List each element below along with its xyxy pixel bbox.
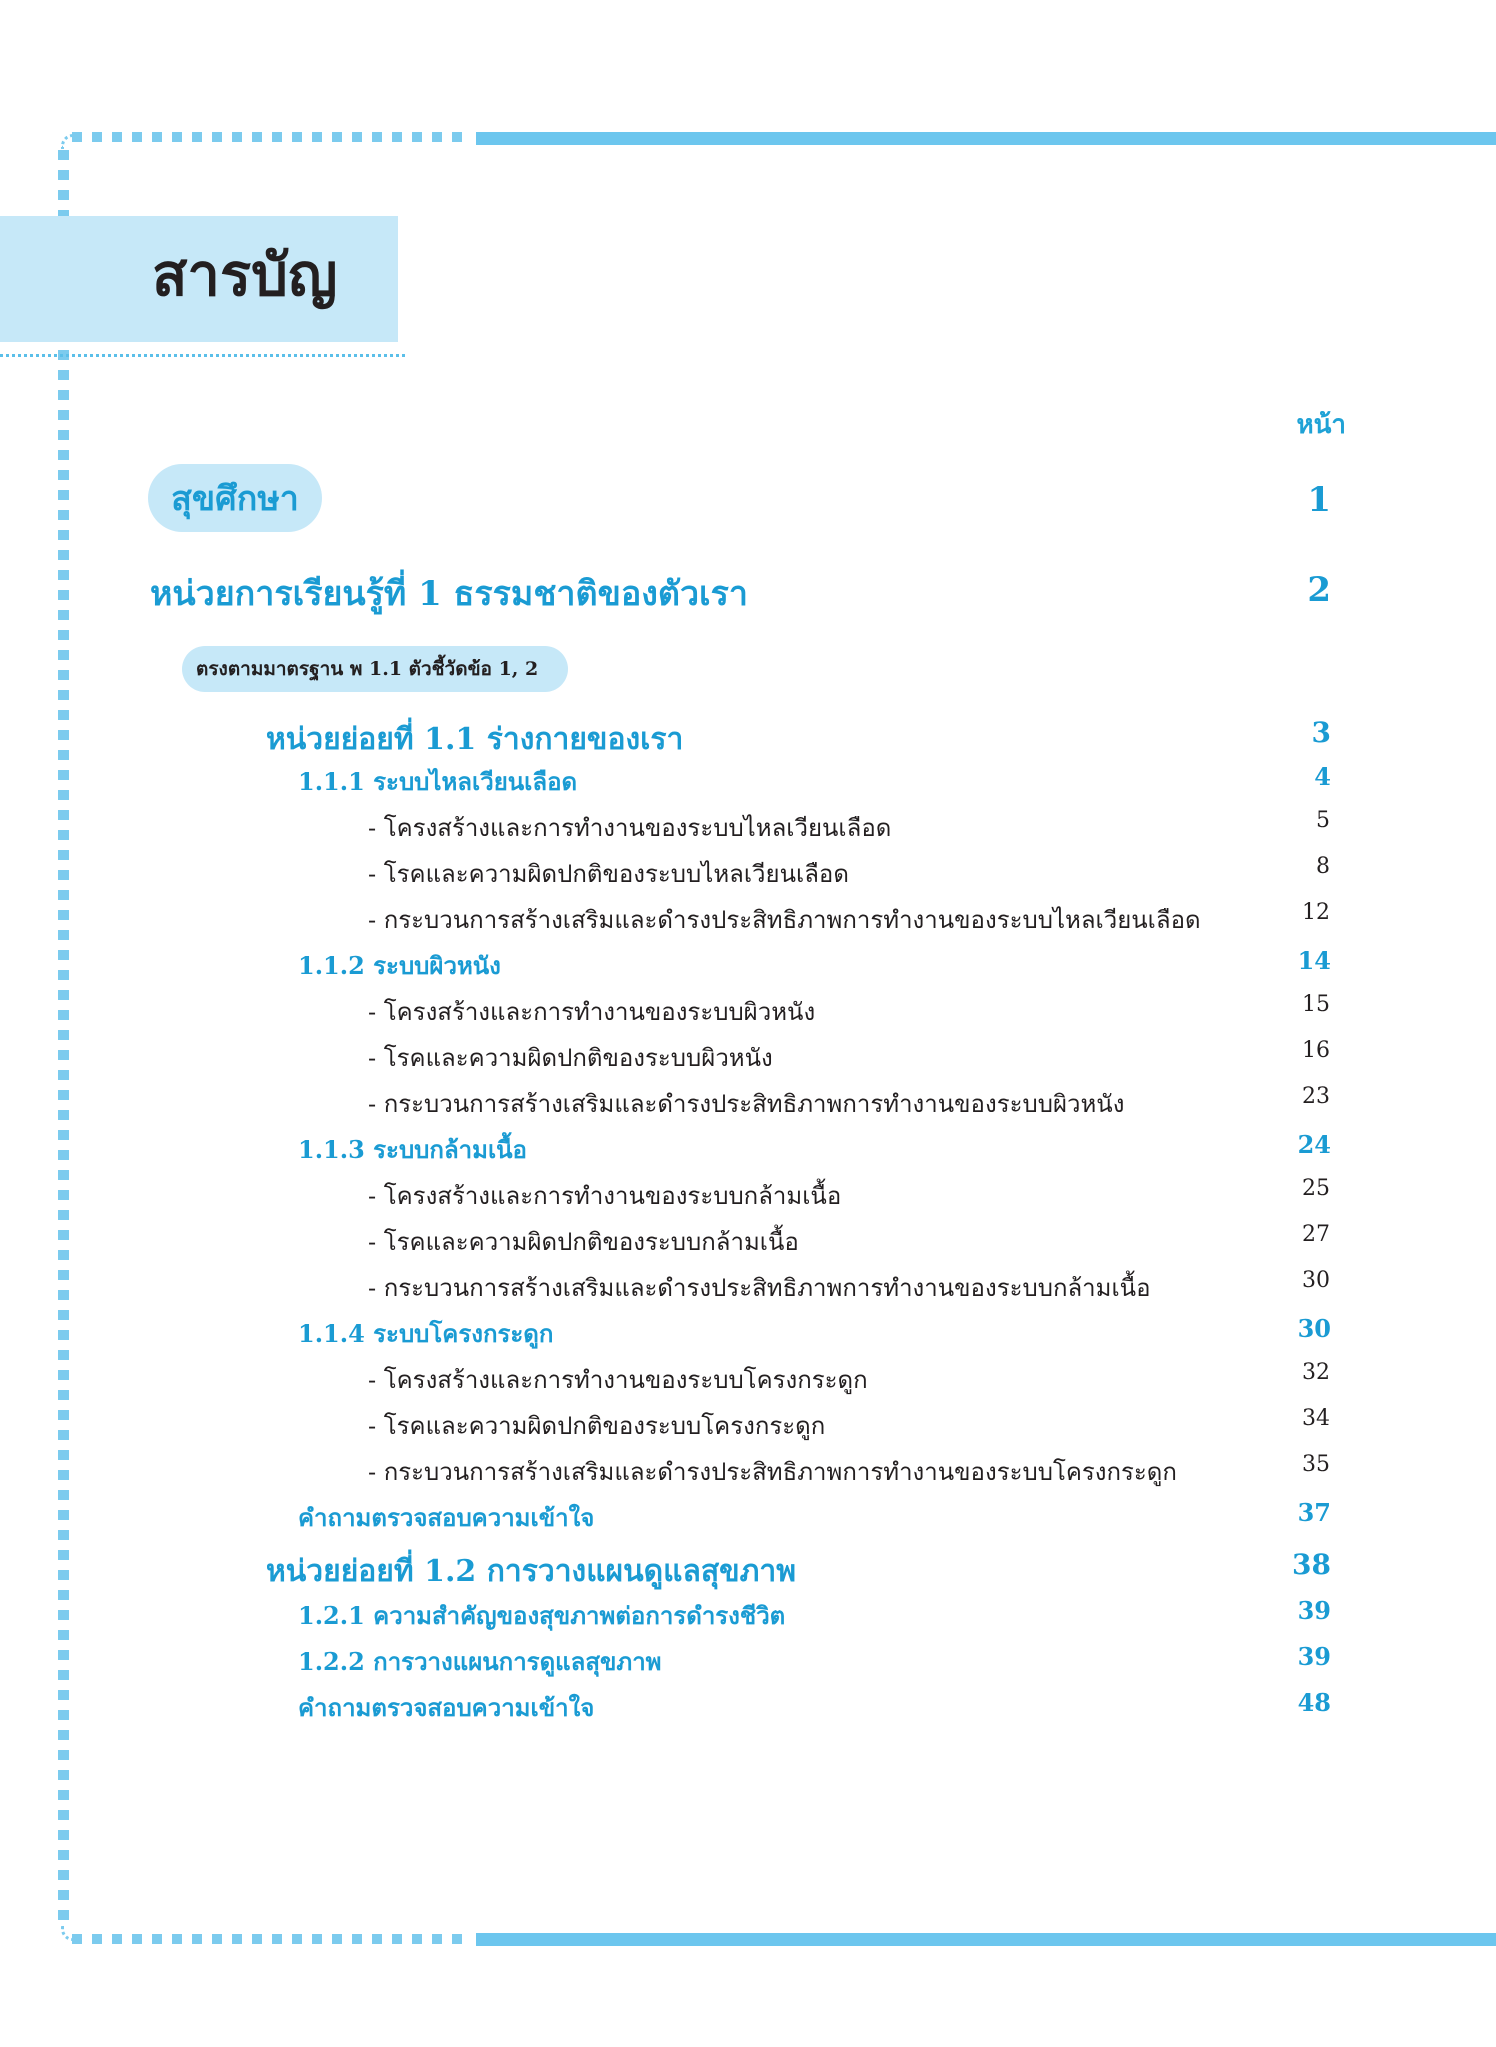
toc-entry-page: 12 <box>1302 900 1330 925</box>
toc-entry-page: 39 <box>1297 1642 1331 1671</box>
toc-entry-label: 1.1.1 ระบบไหลเวียนเลือด <box>298 767 578 796</box>
toc-entry-label: - กระบวนการสร้างเสริมและดำรงประสิทธิภาพการทำงานของระบบผิวหนัง <box>368 1090 1125 1118</box>
toc-entry-page: 32 <box>1302 1360 1330 1385</box>
toc-entry-sec[interactable] <box>0 1498 1496 1544</box>
toc-entry-label: - โครงสร้างและการทำงานของระบบกล้ามเนื้อ <box>368 1182 842 1210</box>
toc-entry-page: 14 <box>1297 946 1331 975</box>
toc-entry-page: 39 <box>1297 1596 1331 1625</box>
toc-entry-item[interactable] <box>0 1452 1496 1498</box>
subject-badge[interactable] <box>148 464 322 532</box>
toc-entry-page: 30 <box>1297 1314 1331 1343</box>
toc-entry-sec[interactable] <box>0 946 1496 992</box>
toc-entry-page: 30 <box>1302 1268 1330 1293</box>
toc-entry-item[interactable] <box>0 992 1496 1038</box>
page-column-label: หน้า <box>1296 410 1346 440</box>
toc-entry-item[interactable] <box>0 1038 1496 1084</box>
toc-entry-page: 4 <box>1314 762 1331 791</box>
toc-entry-label: 1.1.4 ระบบโครงกระดูก <box>298 1319 554 1348</box>
toc-entry-item[interactable] <box>0 1406 1496 1452</box>
frame-corner-top-left <box>61 134 76 149</box>
toc-entry-page: 3 <box>1311 716 1331 749</box>
toc-entry-label: - โรคและความผิดปกติของระบบไหลเวียนเลือด <box>368 860 849 888</box>
toc-entry-label: - กระบวนการสร้างเสริมและดำรงประสิทธิภาพการทำงานของระบบโครงกระดูก <box>368 1458 1177 1486</box>
toc-entry-item[interactable] <box>0 854 1496 900</box>
toc-entry-label: - โรคและความผิดปกติของระบบโครงกระดูก <box>368 1412 826 1440</box>
toc-entry-page: 5 <box>1316 808 1330 833</box>
toc-entry-page: 25 <box>1302 1176 1330 1201</box>
toc-entry-label: - กระบวนการสร้างเสริมและดำรงประสิทธิภาพการทำงานของระบบไหลเวียนเลือด <box>368 906 1201 934</box>
subject-page-number: 1 <box>1307 480 1331 520</box>
toc-entry-item[interactable] <box>0 1360 1496 1406</box>
toc-entry-label: คำถามตรวจสอบความเข้าใจ <box>298 1503 595 1532</box>
toc-entry-page: 37 <box>1297 1498 1331 1527</box>
toc-entry-page: 16 <box>1302 1038 1330 1063</box>
toc-entry-label: 1.2.2 การวางแผนการดูแลสุขภาพ <box>298 1647 662 1676</box>
frame-top-bar <box>476 132 1496 145</box>
toc-entry-sec[interactable] <box>0 1314 1496 1360</box>
toc-entry-item[interactable] <box>0 1176 1496 1222</box>
toc-entry-sub[interactable] <box>0 1548 1496 1594</box>
toc-entry-label: - โรคและความผิดปกติของระบบกล้ามเนื้อ <box>368 1228 799 1256</box>
toc-entry-label: - กระบวนการสร้างเสริมและดำรงประสิทธิภาพการทำงานของระบบกล้ามเนื้อ <box>368 1274 1151 1302</box>
toc-entry-page: 27 <box>1302 1222 1330 1247</box>
toc-entry-item[interactable] <box>0 808 1496 854</box>
toc-entry-label: หน่วยย่อยที่ 1.1 ร่างกายของเรา <box>266 722 684 757</box>
title-dotted-underline <box>0 354 408 357</box>
page-title: สารบัญ <box>152 241 338 309</box>
toc-entry-label: คำถามตรวจสอบความเข้าใจ <box>298 1693 595 1722</box>
toc-entry-label: 1.1.2 ระบบผิวหนัง <box>298 951 501 980</box>
toc-entry-label: - โครงสร้างและการทำงานของระบบไหลเวียนเลือด <box>368 814 892 842</box>
toc-entry-page: 23 <box>1302 1084 1330 1109</box>
frame-bottom-bar <box>476 1933 1496 1946</box>
toc-entry-page: 15 <box>1302 992 1330 1017</box>
toc-entry-label: 1.1.3 ระบบกล้ามเนื้อ <box>298 1135 527 1164</box>
toc-entry-label: - โครงสร้างและการทำงานของระบบผิวหนัง <box>368 998 816 1026</box>
toc-entry-label: - โครงสร้างและการทำงานของระบบโครงกระดูก <box>368 1366 868 1394</box>
standard-label: ตรงตามมาตรฐาน พ 1.1 ตัวชี้วัดข้อ 1, 2 <box>196 658 539 680</box>
toc-entry-label: หน่วยย่อยที่ 1.2 การวางแผนดูแลสุขภาพ <box>266 1554 797 1589</box>
toc-entry-item[interactable] <box>0 1222 1496 1268</box>
unit-title[interactable]: หน่วยการเรียนรู้ที่ 1 ธรรมชาติของตัวเรา <box>150 574 749 614</box>
toc-entry-sec[interactable] <box>0 1642 1496 1688</box>
toc-entry-page: 8 <box>1316 854 1330 879</box>
toc-entry-page: 24 <box>1297 1130 1331 1159</box>
toc-entry-item[interactable] <box>0 1084 1496 1130</box>
toc-entry-sec[interactable] <box>0 1688 1496 1734</box>
frame-bottom-dots <box>72 1934 472 1944</box>
subject-label: สุขศึกษา <box>171 479 299 519</box>
toc-entry-label: 1.2.1 ความสำคัญของสุขภาพต่อการดำรงชีวิต <box>298 1601 786 1630</box>
toc-entry-sub[interactable] <box>0 716 1496 762</box>
toc-entry-item[interactable] <box>0 900 1496 946</box>
toc-entry-item[interactable] <box>0 1268 1496 1314</box>
toc-entry-page: 38 <box>1292 1548 1331 1581</box>
standard-badge <box>182 646 568 692</box>
toc-entry-sec[interactable] <box>0 1130 1496 1176</box>
toc-entry-sec[interactable] <box>0 1596 1496 1642</box>
toc-entry-sec[interactable] <box>0 762 1496 808</box>
toc-entry-page: 48 <box>1297 1688 1331 1717</box>
frame-top-dots <box>72 132 472 142</box>
toc-entry-page: 34 <box>1302 1406 1330 1431</box>
unit-page-number: 2 <box>1307 570 1331 610</box>
toc-entry-label: - โรคและความผิดปกติของระบบผิวหนัง <box>368 1044 773 1072</box>
toc-entry-page: 35 <box>1302 1452 1330 1477</box>
